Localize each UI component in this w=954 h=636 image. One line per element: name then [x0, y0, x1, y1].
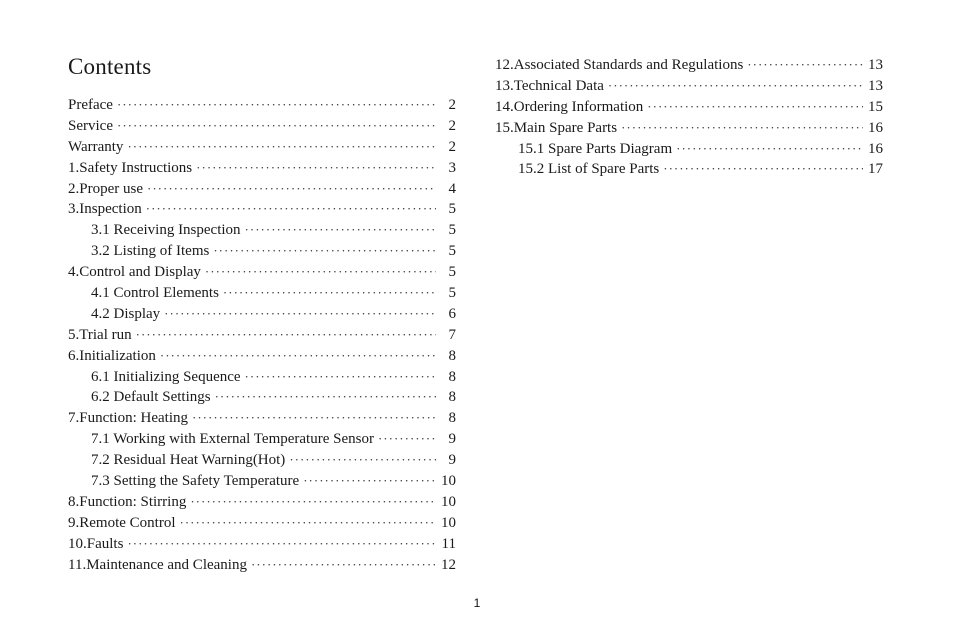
- toc-entry[interactable]: [68, 325, 456, 346]
- toc-entry[interactable]: [68, 241, 456, 262]
- toc-entry-page: 16: [868, 119, 883, 136]
- toc-entry[interactable]: [68, 492, 456, 513]
- toc-entry-label: 3.Inspection: [68, 201, 142, 218]
- toc-entry-page: 6: [448, 305, 456, 322]
- dot-leader: [146, 199, 436, 220]
- toc-entry-page: 10: [441, 514, 456, 531]
- toc-entry-label: 15.1 Spare Parts Diagram: [518, 140, 673, 157]
- toc-entry-page: 3: [448, 159, 456, 176]
- toc-entry-label: 6.Initialization: [68, 347, 156, 364]
- toc-entry-page: 17: [868, 161, 883, 178]
- toc-entry-page: 5: [448, 285, 456, 302]
- toc-entry-page: 13: [868, 77, 883, 94]
- dot-leader: [663, 159, 863, 180]
- toc-entry[interactable]: [68, 220, 456, 241]
- toc-entry-label: 7.1 Working with External Temperature Sensor: [91, 431, 374, 448]
- toc-left-column: [68, 95, 456, 575]
- dot-leader: [164, 304, 436, 325]
- toc-entry-page: 11: [441, 535, 456, 552]
- toc-entry-label: 7.3 Setting the Safety Temperature: [91, 473, 300, 490]
- toc-entry-label: Service: [68, 117, 113, 134]
- toc-entry-page: 10: [441, 493, 456, 510]
- toc-entry-label: Warranty: [68, 138, 124, 155]
- toc-entry-label: 1.Safety Instructions: [68, 159, 193, 176]
- dot-leader: [647, 97, 863, 118]
- toc-entry-label: 13.Technical Data: [495, 77, 604, 94]
- toc-entry[interactable]: [495, 55, 883, 76]
- dot-leader: [213, 241, 436, 262]
- toc-entry-label: 14.Ordering Information: [495, 98, 644, 115]
- toc-entry-label: 9.Remote Control: [68, 514, 176, 531]
- dot-leader: [180, 513, 437, 534]
- dot-leader: [245, 367, 436, 388]
- toc-entry-page: 12: [441, 556, 456, 573]
- dot-leader: [676, 139, 863, 160]
- toc-entry[interactable]: [68, 429, 456, 450]
- toc-entry-page: 4: [448, 180, 456, 197]
- page-title: Contents: [68, 54, 152, 79]
- toc-entry-page: 8: [448, 389, 456, 406]
- toc-entry-page: 15: [868, 98, 883, 115]
- dot-leader: [192, 408, 436, 429]
- dot-leader: [136, 325, 436, 346]
- dot-leader: [621, 118, 863, 139]
- dot-leader: [117, 116, 436, 137]
- toc-entry[interactable]: [68, 199, 456, 220]
- toc-entry[interactable]: [68, 555, 456, 576]
- toc-entry-label: 5.Trial run: [68, 326, 132, 343]
- toc-entry-page: 9: [448, 431, 456, 448]
- toc-entry[interactable]: [68, 137, 456, 158]
- toc-entry-label: 7.Function: Heating: [68, 410, 188, 427]
- toc-entry-label: 3.1 Receiving Inspection: [91, 222, 241, 239]
- toc-entry[interactable]: [68, 346, 456, 367]
- dot-leader: [196, 158, 436, 179]
- toc-entry-page: 5: [448, 201, 456, 218]
- dot-leader: [223, 283, 436, 304]
- toc-entry[interactable]: [68, 95, 456, 116]
- toc-entry[interactable]: [68, 179, 456, 200]
- toc-entry-label: 12.Associated Standards and Regulations: [495, 57, 744, 73]
- toc-entry[interactable]: [68, 408, 456, 429]
- toc-entry-page: 5: [448, 264, 456, 281]
- toc-entry[interactable]: [495, 159, 883, 180]
- toc-entry-page: 7: [448, 326, 456, 343]
- toc-entry-label: 10.Faults: [68, 535, 124, 552]
- toc-entry[interactable]: [68, 262, 456, 283]
- toc-entry[interactable]: [68, 304, 456, 325]
- dot-leader: [215, 387, 436, 408]
- toc-entry[interactable]: [495, 76, 883, 97]
- toc-entry[interactable]: [68, 158, 456, 179]
- toc-entry-label: 6.1 Initializing Sequence: [91, 368, 241, 385]
- toc-entry-page: 2: [448, 97, 456, 113]
- toc-entry[interactable]: [68, 367, 456, 388]
- toc-entry[interactable]: [68, 471, 456, 492]
- toc-entry-page: 2: [448, 117, 456, 134]
- toc-entry-label: 3.2 Listing of Items: [91, 243, 210, 260]
- toc-entry-label: 6.2 Default Settings: [91, 389, 211, 406]
- dot-leader: [251, 555, 436, 576]
- toc-entry[interactable]: [68, 283, 456, 304]
- dot-leader: [378, 429, 436, 450]
- dot-leader: [205, 262, 436, 283]
- toc-entry-page: 8: [448, 410, 456, 427]
- dot-leader: [303, 471, 436, 492]
- page-number: 1: [473, 596, 481, 610]
- toc-entry[interactable]: [68, 534, 456, 555]
- toc-entry-label: 4.Control and Display: [68, 264, 201, 281]
- toc-entry-page: 13: [868, 57, 883, 73]
- toc-entry[interactable]: [68, 513, 456, 534]
- toc-entry-page: 2: [448, 138, 456, 155]
- dot-leader: [190, 492, 436, 513]
- toc-entry[interactable]: [495, 139, 883, 160]
- toc-entry-label: 8.Function: Stirring: [68, 493, 187, 510]
- toc-entry-label: 4.2 Display: [91, 305, 161, 322]
- dot-leader: [160, 346, 436, 367]
- dot-leader: [147, 179, 436, 200]
- toc-entry-page: 5: [448, 222, 456, 239]
- toc-entry[interactable]: [495, 97, 883, 118]
- toc-entry-page: 10: [441, 473, 456, 490]
- dot-leader: [127, 137, 436, 158]
- toc-entry-label: 2.Proper use: [68, 180, 143, 197]
- toc-entry[interactable]: [68, 116, 456, 137]
- toc-entry-label: 4.1 Control Elements: [91, 285, 219, 302]
- toc-entry-label: 15.Main Spare Parts: [495, 119, 618, 136]
- dot-leader: [117, 95, 436, 116]
- toc-entry-label: 15.2 List of Spare Parts: [518, 161, 660, 178]
- dot-leader: [747, 55, 863, 76]
- dot-leader: [127, 534, 436, 555]
- toc-entry[interactable]: [495, 118, 883, 139]
- toc-entry-label: 11.Maintenance and Cleaning: [68, 556, 247, 573]
- toc-entry-page: 16: [868, 140, 883, 157]
- toc-entry-page: 9: [448, 452, 456, 469]
- toc-right-column: [495, 55, 883, 180]
- dot-leader: [608, 76, 863, 97]
- dot-leader: [289, 450, 436, 471]
- toc-entry-label: Preface: [68, 97, 113, 113]
- dot-leader: [245, 220, 436, 241]
- toc-entry[interactable]: [68, 450, 456, 471]
- toc-entry-label: 7.2 Residual Heat Warning(Hot): [91, 452, 286, 469]
- toc-entry-page: 8: [448, 368, 456, 385]
- toc-entry-page: 5: [448, 243, 456, 260]
- toc-entry[interactable]: [68, 387, 456, 408]
- toc-entry-page: 8: [448, 347, 456, 364]
